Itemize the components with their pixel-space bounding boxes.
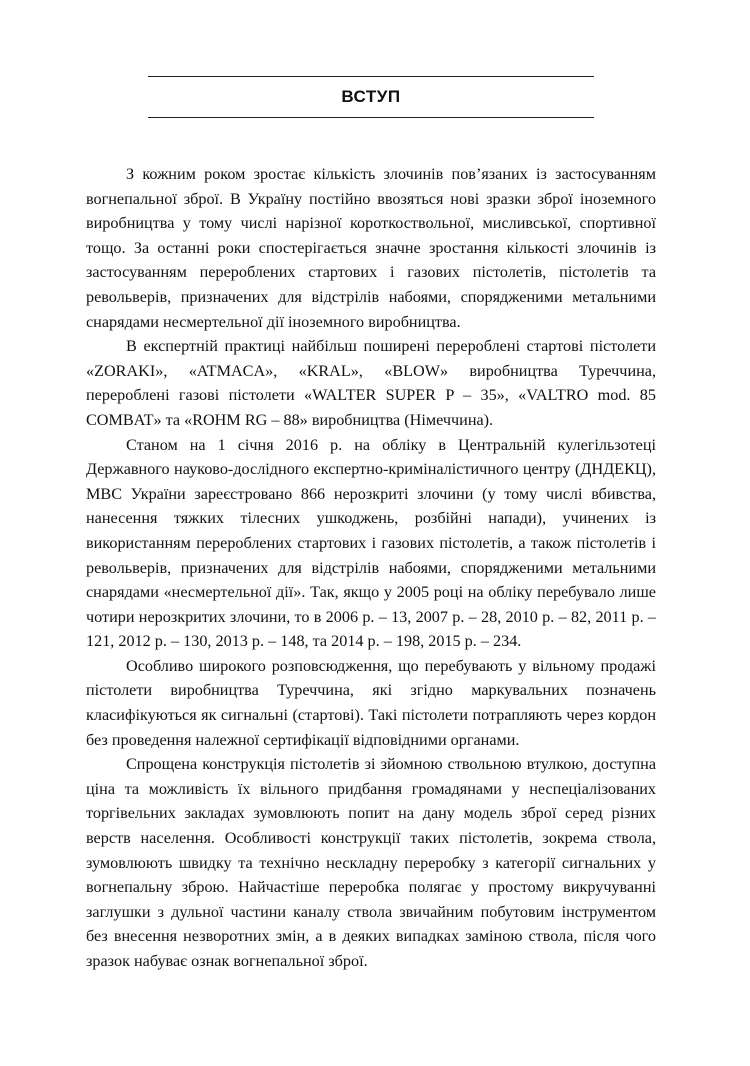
paragraph-4: Особливо широкого розповсюдження, що перебувають у вільному продажі пістолети виробництва Туреччина, які згідно маркувальних позначень класифікуються як сигнальні (стартові). Такі пістолети потрапляють через кордон без проведення належної сертифікації відповідними органами. xyxy=(86,656,656,749)
paragraph-2: В експертній практиці найбільш поширені перероблені стартові пістолети «ZORAKI», «ATMACA», «KRAL», «BLOW» виробництва Туреччина, перероблені газові пістолети «WALTER SUPER P – 35», «VALTRO mod. 85 COMBAT» та «ROHM RG – 88» виробництва (Німеччина). xyxy=(86,337,656,429)
section-header xyxy=(148,76,594,118)
paragraph-1: З кожним роком зростає кількість злочинів пов’язаних із застосуванням вогнепальної зброї. В Україну постійно ввозяться нові зразки зброї іноземного виробництва у тому числі нарізної короткоствольної, мисливської, спортивної тощо. За останні роки спостерігається значне зростання кількості злочинів із застосуванням перероблених стартових і газових пістолетів, пістолетів та револьверів, призначених для відстрілів набоями, спорядженими метальними снарядами несмертельної дії іноземного виробництва. xyxy=(86,165,656,331)
body-text xyxy=(86,162,656,974)
paragraph-5: Спрощена конструкція пістолетів зі зйомною ствольною втулкою, доступна ціна та можливість їх вільного придбання громадянами у неспеціалізованих торгівельних закладах зумовлюють попит на дану модель зброї серед різних верств населення. Особливості конструкції таких пістолетів, зокрема ствола, зумовлюють швидку та технічно нескладну переробку з категорії сигнальних у вогнепальну зброю. Найчастіше переробка полягає у простому викручуванні заглушки з дульної частини каналу ствола звичайним побутовим інструментом без внесення незворотних змін, а в деяких випадках заміною ствола, після чого зразок набуває ознак вогнепальної зброї. xyxy=(86,755,656,970)
section-title: ВСТУП xyxy=(341,87,401,106)
paragraph-3: Станом на 1 січня 2016 р. на обліку в Центральній кулегільзотеці Державного науково-дослідного експертно-криміналістичного центру (ДНДЕКЦ), МВС України зареєстровано 866 нерозкриті злочини (у тому числі вбивства, нанесення тяжких тілесних ушкоджень, розбійні напади), учинених із використанням перероблених стартових і газових пістолетів, а також пістолетів і револьверів, призначених для відстрілів набоями, спорядженими метальними снарядами «несмертельної дії». Так, якщо у 2005 році на обліку перебувало лише чотири нерозкритих злочини, то в 2006 р. – 13, 2007 р. – 28, 2010 р. – 82, 2011 р. – 121, 2012 р. – 130, 2013 р. – 148, та 2014 р. – 198, 2015 р. – 234. xyxy=(86,435,656,651)
